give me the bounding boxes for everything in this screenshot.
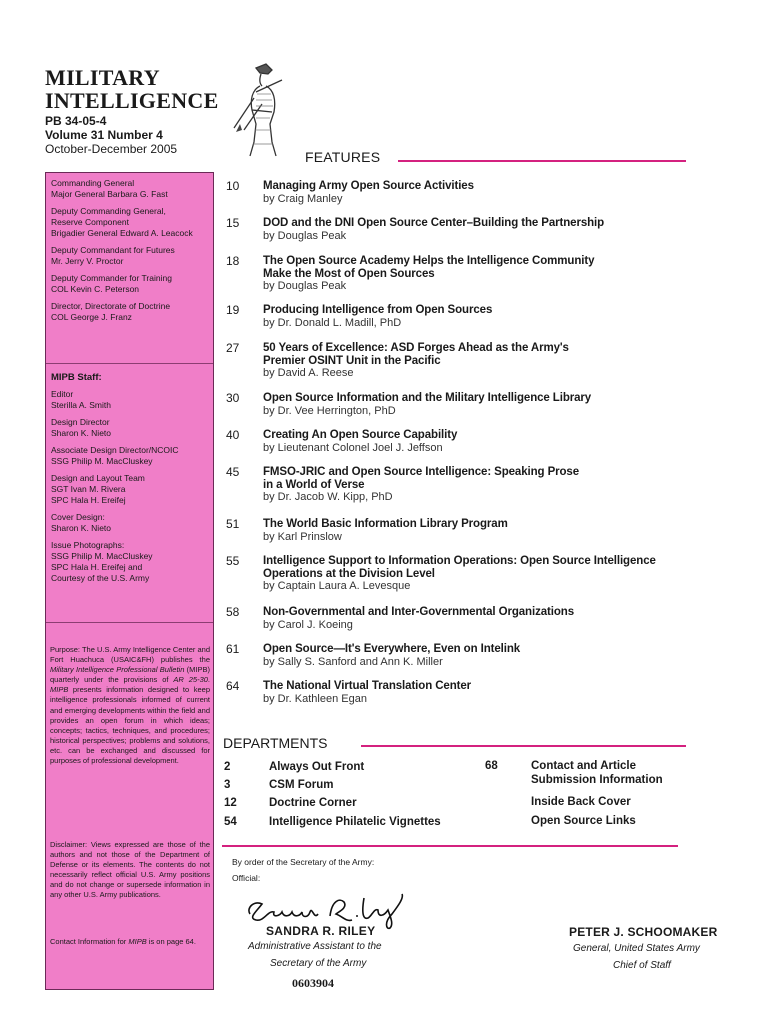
sidebar-line: Brigadier General Edward A. Leacock: [51, 228, 193, 238]
feature-title: The World Basic Information Library Program: [263, 518, 508, 530]
left-signatory-title: Administrative Assistant to the: [248, 941, 382, 952]
mipb-staff-section: [46, 367, 184, 590]
sidebar-divider: [46, 622, 213, 623]
department-title: Doctrine Corner: [269, 797, 357, 809]
purpose-text: presents information designed to keep intelligence professionals informed of current and emerging developments within the field and provides an open forum in which ideas; concepts; tactics, techniques, and procedures; historical perspectives; problems and solutions, etc. can be exchanged and discussed for purposes of professional development.: [50, 685, 210, 766]
sidebar-line: Sharon K. Nieto: [51, 523, 112, 533]
department-page-number: 12: [224, 797, 237, 809]
department-page-number: 2: [224, 761, 231, 773]
feature-page-number: 64: [226, 679, 240, 693]
document-number: 0603904: [292, 976, 334, 990]
sidebar-line: Design Director: [51, 417, 110, 427]
feature-title: FMSO-JRIC and Open Source Intelligence: Speaking Prose: [263, 466, 580, 478]
masthead-title-line1: MILITARY: [45, 65, 160, 90]
staff-entry-issue-photographs: [51, 540, 179, 584]
feature-byline: by Douglas Peak: [263, 280, 347, 292]
sidebar-line: COL Kevin C. Peterson: [51, 284, 140, 294]
command-entry-deputy-commandant: [51, 245, 208, 267]
command-entry-commanding-general: [51, 178, 208, 200]
department-title: CSM Forum: [269, 779, 334, 791]
purpose-italic-mipb: MIPB: [50, 685, 69, 695]
left-signatory-title-cont: Secretary of the Army: [270, 958, 367, 969]
feature-title-cont: in a World of Verse: [263, 478, 365, 491]
feature-byline: by Dr. Jacob W. Kipp, PhD: [263, 491, 393, 503]
sidebar-masthead-panel: [45, 172, 214, 990]
feature-byline: by David A. Reese: [263, 367, 354, 379]
contact-text: is on page 64.: [146, 937, 196, 946]
feature-title: 50 Years of Excellence: ASD Forges Ahead as the Army's: [263, 342, 569, 354]
feature-byline: by Karl Prinslow: [263, 530, 342, 543]
right-signatory-title-cont: Chief of Staff: [613, 960, 671, 971]
features-heading: FEATURES: [305, 149, 381, 165]
masthead: [45, 66, 219, 156]
feature-item[interactable]: [226, 255, 726, 304]
feature-item[interactable]: [226, 680, 726, 717]
sidebar-line: SSG Philip M. MacCluskey: [51, 551, 153, 561]
feature-page-number: 10: [226, 179, 240, 193]
sidebar-line: COL George J. Franz: [51, 312, 132, 322]
sidebar-line: Editor: [51, 389, 74, 399]
purpose-italic-bulletin: Military Intelligence Professional Bulletin: [50, 665, 185, 675]
sidebar-line: Design and Layout Team: [51, 473, 145, 483]
command-entry-deputy-commanding-general: [51, 206, 208, 239]
feature-item[interactable]: [226, 606, 726, 643]
command-staff-section: [46, 173, 213, 323]
feature-title: Open Source—It's Everywhere, Even on Intelink: [263, 643, 521, 655]
department-title: Always Out Front: [269, 761, 365, 773]
sidebar-line: SPC Hala H. Ereifej: [51, 495, 126, 505]
department-title: Intelligence Philatelic Vignettes: [269, 816, 441, 828]
disclaimer-statement: Disclaimer: Views expressed are those of the authors and not those of the Department of Defense or its elements. The contents do not necessarily reflect official U.S. Army positions and do not change or supersede information in any other U.S. Army publications.: [50, 840, 210, 900]
feature-item[interactable]: [226, 643, 726, 680]
sidebar-line: SSG Philip M. MacCluskey: [51, 456, 153, 466]
volume-number: Volume 31 Number 4: [45, 128, 163, 142]
feature-byline: by Carol J. Koeing: [263, 618, 353, 631]
feature-title-cont: Operations at the Division Level: [263, 567, 435, 580]
feature-page-number: 15: [226, 216, 240, 230]
feature-item[interactable]: [226, 429, 726, 466]
sidebar-line: Issue Photographs:: [51, 540, 125, 550]
feature-byline: by Dr. Kathleen Egan: [263, 692, 367, 705]
feature-item[interactable]: [226, 180, 726, 217]
feature-title-cont: Make the Most of Open Sources: [263, 267, 435, 280]
department-title: Open Source Links: [531, 815, 636, 827]
department-page-number: 3: [224, 779, 231, 791]
feature-byline: by Dr. Vee Herrington, PhD: [263, 404, 396, 417]
soldier-emblem-icon: [226, 58, 298, 160]
sidebar-line: Deputy Commander for Training: [51, 273, 172, 283]
feature-title: DOD and the DNI Open Source Center–Building the Partnership: [263, 217, 605, 229]
sidebar-line: Major General Barbara G. Fast: [51, 189, 168, 199]
sidebar-line: SPC Hala H. Ereifej and: [51, 562, 143, 572]
feature-byline: by Lieutenant Colonel Joel J. Jeffson: [263, 441, 443, 454]
masthead-title-line2: INTELLIGENCE: [45, 88, 219, 113]
feature-title-cont: Premier OSINT Unit in the Pacific: [263, 354, 441, 367]
purpose-text: .: [207, 675, 210, 685]
department-page-number: 68: [485, 760, 498, 772]
department-page-number: 54: [224, 816, 237, 828]
order-statement: By order of the Secretary of the Army:: [232, 857, 375, 867]
feature-item[interactable]: [226, 392, 726, 429]
purpose-text: (MIPB) quarterly under the provisions of: [50, 665, 210, 685]
feature-item[interactable]: [226, 555, 726, 606]
signature-divider-rule: [222, 845, 678, 847]
feature-title: Intelligence Support to Information Operations: Open Source Intelligence: [263, 555, 656, 567]
sidebar-line: Sharon K. Nieto: [51, 428, 112, 438]
sidebar-line: Deputy Commandant for Futures: [51, 245, 175, 255]
feature-page-number: 51: [226, 517, 240, 531]
department-title-cont: Submission Information: [531, 774, 663, 786]
sidebar-divider: [46, 363, 213, 364]
contact-text: Contact Information for: [50, 937, 129, 946]
right-signatory-title: General, United States Army: [573, 943, 700, 954]
feature-page-number: 45: [226, 465, 240, 479]
features-list: [226, 180, 726, 717]
staff-entry-editor: [51, 389, 179, 411]
feature-item[interactable]: [226, 342, 726, 392]
feature-title: Creating An Open Source Capability: [263, 429, 458, 441]
feature-item[interactable]: [226, 518, 726, 555]
contact-statement: [50, 937, 210, 947]
feature-byline: by Captain Laura A. Levesque: [263, 580, 411, 592]
sidebar-line: Reserve Component: [51, 217, 129, 227]
contact-italic-mipb: MIPB: [128, 937, 147, 946]
issue-date: October-December 2005: [45, 142, 178, 156]
feature-title: Managing Army Open Source Activities: [263, 180, 474, 192]
purpose-text: Purpose: The U.S. Army Intelligence Center and Fort Huachuca (USAIC&FH) publishes the: [50, 645, 210, 665]
feature-title: Non-Governmental and Inter-Governmental Organizations: [263, 606, 574, 618]
sidebar-line: Cover Design:: [51, 512, 105, 522]
staff-entry-design-layout-team: [51, 473, 179, 506]
feature-page-number: 61: [226, 642, 240, 656]
feature-page-number: 18: [226, 254, 240, 268]
department-title: Contact and Article: [531, 760, 637, 772]
feature-byline: by Craig Manley: [263, 192, 343, 205]
sidebar-line: Commanding General: [51, 178, 135, 188]
departments-heading: DEPARTMENTS: [223, 735, 328, 751]
feature-title: The National Virtual Translation Center: [263, 680, 472, 692]
feature-page-number: 27: [226, 341, 240, 355]
feature-title: Open Source Information and the Military Intelligence Library: [263, 392, 592, 404]
command-entry-deputy-commander-training: [51, 273, 208, 295]
sidebar-line: Sterilla A. Smith: [51, 400, 111, 410]
feature-byline: by Douglas Peak: [263, 229, 347, 242]
purpose-italic-regulation: AR 25-30: [173, 675, 208, 685]
staff-entry-associate-design-director: [51, 445, 179, 467]
sidebar-line: Mr. Jerry V. Proctor: [51, 256, 124, 266]
feature-page-number: 30: [226, 391, 240, 405]
feature-item[interactable]: [226, 304, 726, 342]
right-signatory-name: PETER J. SCHOOMAKER: [569, 925, 718, 939]
department-title: Inside Back Cover: [531, 796, 631, 808]
left-signatory-name: SANDRA R. RILEY: [266, 924, 376, 938]
departments-rule: [361, 745, 686, 747]
sidebar-line: Deputy Commanding General,: [51, 206, 166, 216]
feature-page-number: 19: [226, 303, 240, 317]
feature-page-number: 40: [226, 428, 240, 442]
sidebar-line: Courtesy of the U.S. Army: [51, 573, 150, 583]
official-label: Official:: [232, 873, 261, 883]
feature-byline: by Sally S. Sanford and Ann K. Miller: [263, 655, 443, 668]
staff-entry-cover-design: [51, 512, 179, 534]
feature-item[interactable]: [226, 217, 726, 255]
staff-entry-design-director: [51, 417, 179, 439]
feature-byline: by Dr. Donald L. Madill, PhD: [263, 316, 402, 329]
feature-item[interactable]: [226, 466, 726, 518]
feature-page-number: 58: [226, 605, 240, 619]
sidebar-line: Director, Directorate of Doctrine: [51, 301, 171, 311]
command-entry-director-doctrine: [51, 301, 208, 323]
sidebar-line: Associate Design Director/NCOIC: [51, 445, 179, 455]
publication-number: PB 34-05-4: [45, 114, 107, 128]
feature-title: The Open Source Academy Helps the Intelligence Community: [263, 255, 595, 267]
staff-heading: MIPB Staff:: [51, 372, 102, 383]
sidebar-line: SGT Ivan M. Rivera: [51, 484, 126, 494]
features-rule: [398, 160, 686, 162]
feature-page-number: 55: [226, 554, 240, 568]
purpose-statement: [50, 645, 210, 766]
feature-title: Producing Intelligence from Open Sources: [263, 304, 493, 316]
